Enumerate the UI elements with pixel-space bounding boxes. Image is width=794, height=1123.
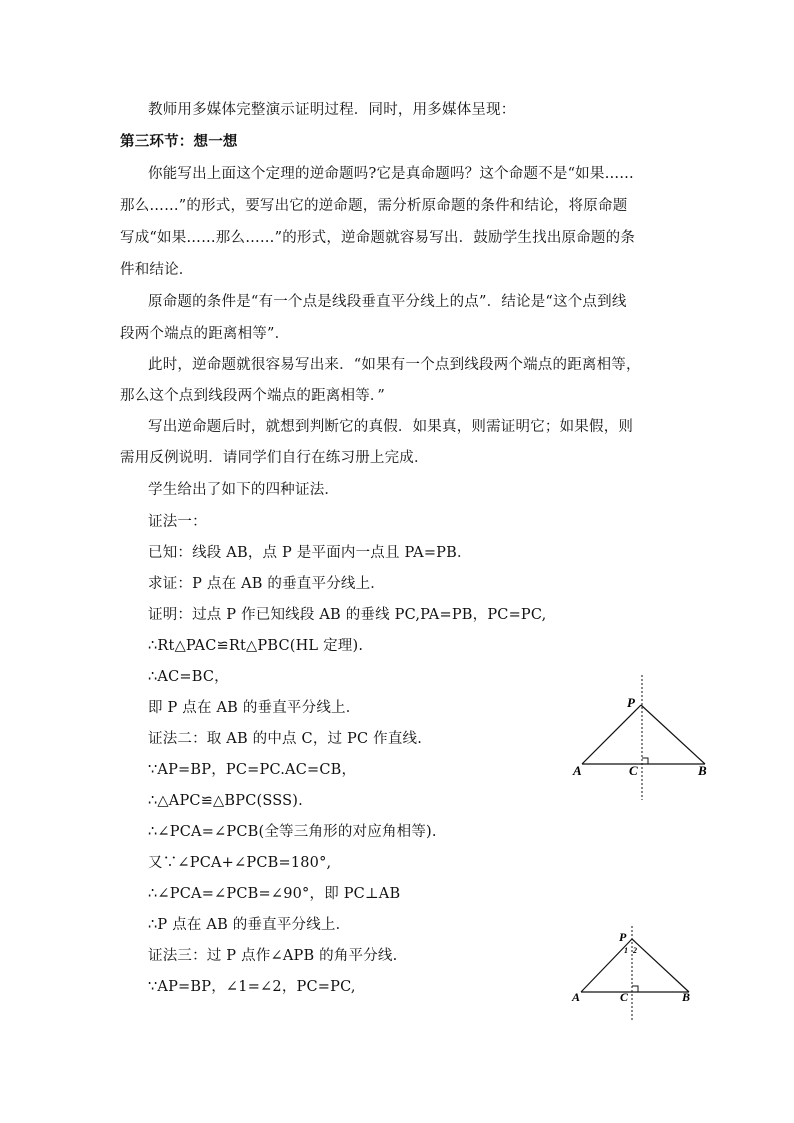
label-c: C — [620, 990, 629, 1004]
paragraph-line: 段两个端点的距离相等”． — [120, 326, 290, 342]
paragraph-line: 写成“如果……那么……”的形式，逆命题就容易写出．鼓励学生找出原命题的条 — [120, 230, 636, 246]
proof-heading: 证法三：过 P 点作∠APB 的角平分线. — [148, 948, 398, 964]
proof-line: ∴P 点在 AB 的垂直平分线上． — [148, 917, 351, 933]
paragraph-line: 件和结论． — [120, 262, 194, 278]
proof-line: ∵AP=BP，∠1=∠2，PC=PC, — [148, 979, 356, 995]
label-c: C — [629, 763, 638, 778]
segment-pb — [641, 705, 705, 764]
triangle-figure-1 — [565, 670, 715, 805]
label-b: B — [698, 763, 707, 778]
segment-pb — [632, 939, 689, 992]
label-angle-1: 1 — [624, 946, 628, 955]
proof-line: 已知：线段 AB，点 P 是平面内一点且 PA=PB． — [148, 545, 472, 561]
proof-heading: 证法一： — [148, 514, 207, 530]
label-b: B — [682, 990, 691, 1004]
paragraph-line: 那么……”的形式，要写出它的逆命题，需分析原命题的条件和结论，将原命题 — [120, 198, 628, 214]
paragraph-multimedia: 教师用多媒体完整演示证明过程．同时，用多媒体呈现： — [148, 102, 516, 118]
segment-pa — [582, 705, 641, 764]
proof-heading: 证法二：取 AB 的中点 C，过 PC 作直线. — [148, 731, 423, 747]
paragraph-line: 学生给出了如下的四种证法． — [148, 482, 340, 498]
proof-line: ∴AC=BC， — [148, 669, 229, 685]
proof-line: ∴∠PCA=∠PCB(全等三角形的对应角相等). — [148, 824, 437, 840]
proof-line: 证明：过点 P 作已知线段 AB 的垂线 PC,PA=PB，PC=PC, — [148, 607, 547, 623]
paragraph-line: 需用反例说明．请同学们自行在练习册上完成． — [120, 450, 429, 466]
paragraph-line: 你能写出上面这个定理的逆命题吗?它是真命题吗？这个命题不是“如果…… — [148, 166, 634, 182]
proof-line: ∵AP=BP，PC=PC.AC=CB， — [148, 762, 357, 778]
label-angle-2: 2 — [633, 946, 637, 955]
label-p: P — [619, 930, 627, 944]
paragraph-line: 此时，逆命题就很容易写出来．“如果有一个点到线段两个端点的距离相等， — [148, 357, 641, 373]
paragraph-line: 那么这个点到线段两个端点的距离相等．” — [120, 388, 385, 404]
section-heading: 第三环节：想一想 — [120, 133, 238, 150]
paragraph-line: 写出逆命题后时，就想到判断它的真假．如果真，则需证明它；如果假，则 — [148, 419, 634, 435]
proof-line: 即 P 点在 AB 的垂直平分线上． — [148, 700, 361, 716]
right-angle-mark — [642, 758, 648, 764]
label-p: P — [627, 695, 635, 710]
proof-line: 又∵∠PCA+∠PCB=180°, — [148, 855, 332, 871]
label-a: A — [573, 763, 582, 778]
triangle-figure-2 — [565, 922, 700, 1027]
proof-line: ∴Rt△PAC≌Rt△PBC(HL 定理). — [148, 638, 364, 654]
proof-line: ∴△APC≌△BPC(SSS). — [148, 793, 303, 809]
right-angle-mark — [632, 986, 638, 992]
proof-line: ∴∠PCA=∠PCB=∠90°，即 PC⊥AB — [148, 886, 401, 902]
label-a: A — [572, 990, 581, 1004]
proof-line: 求证：P 点在 AB 的垂直平分线上． — [148, 576, 386, 592]
paragraph-line: 原命题的条件是“有一个点是线段垂直平分线上的点”．结论是“这个点到线 — [148, 294, 627, 310]
